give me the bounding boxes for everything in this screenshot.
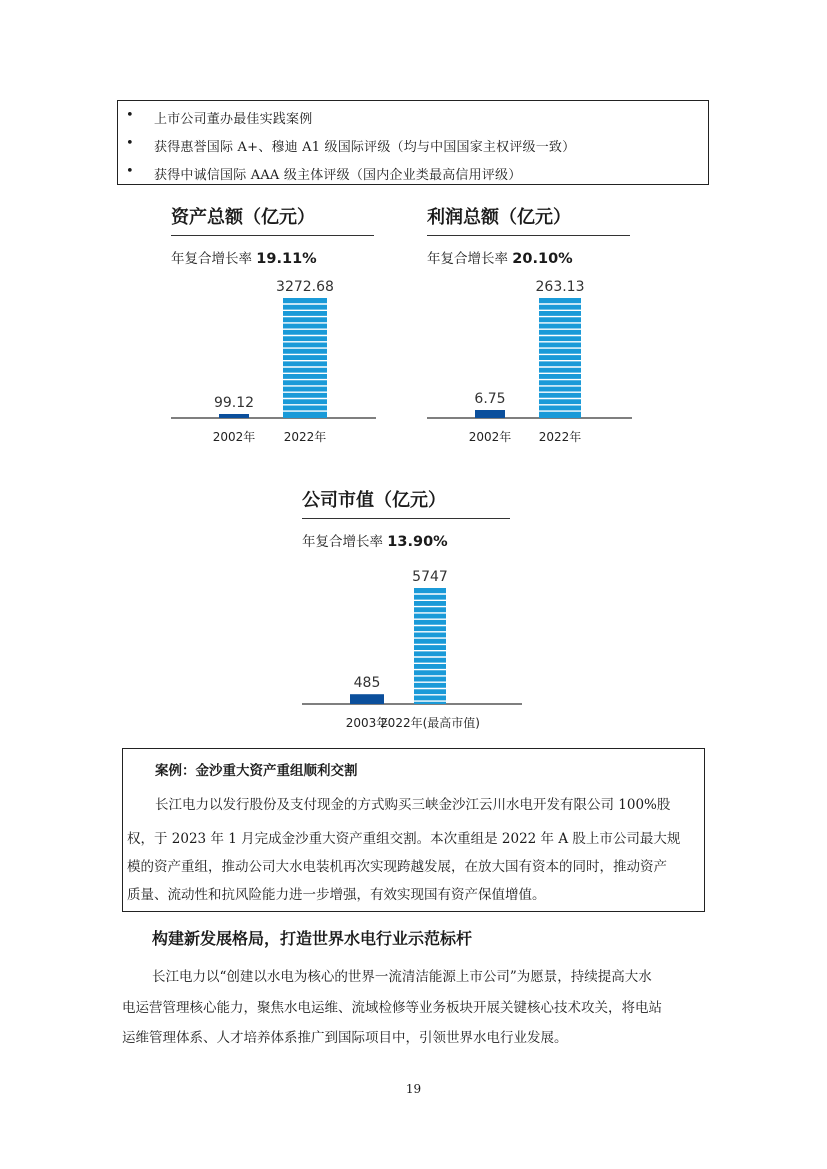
cagr-label: 年复合增长率 <box>302 534 383 550</box>
chart-total-assets <box>171 203 376 453</box>
category-label: 2022年 <box>538 430 582 444</box>
cagr-label: 年复合增长率 <box>427 251 508 267</box>
bar-value-label: 99.12 <box>213 395 255 411</box>
category-label: 2002年 <box>212 430 256 444</box>
category-label: 2022年(最高市值) <box>380 716 480 730</box>
bullet-item <box>118 159 708 187</box>
bar-value-label: 5747 <box>412 569 448 585</box>
bullet-dot: • <box>126 108 134 123</box>
highlights-box <box>117 100 709 185</box>
chart-title: 利润总额（亿元） <box>427 207 571 228</box>
chart-title: 资产总额（亿元） <box>171 207 315 228</box>
case-title: 案例：金沙重大资产重组顺利交割 <box>155 763 358 779</box>
bar-2002年 <box>219 414 249 418</box>
bar-value-label: 3272.68 <box>276 279 334 295</box>
bullet-text: 获得惠誉国际 A+、穆迪 A1 级国际评级（均与中国国家主权评级一致） <box>154 140 576 155</box>
bullet-dot: • <box>126 136 134 151</box>
bar-2022年(最高市值) <box>414 588 446 704</box>
case-paragraph-line: 质量、流动性和抗风险能力进一步增强，有效实现国有资产保值增值。 <box>127 887 546 903</box>
bar-plot <box>427 203 632 453</box>
bar-plot <box>302 486 532 736</box>
cagr-value: 20.10% <box>512 251 573 267</box>
bar-value-label: 263.13 <box>535 279 585 295</box>
cagr-value: 13.90% <box>387 534 448 550</box>
bar-2002年 <box>475 410 505 418</box>
bullet-item <box>118 103 708 131</box>
category-label: 2003年 <box>345 716 389 730</box>
bullet-item <box>118 131 708 159</box>
cagr-value: 19.11% <box>256 251 317 267</box>
body-paragraph-line: 长江电力以“创建以水电为核心的世界一流清洁能源上市公司”为愿景，持续提高大水 <box>152 969 652 985</box>
case-box <box>122 748 705 912</box>
bar-value-label: 6.75 <box>474 391 506 407</box>
bullet-dot: • <box>126 164 134 179</box>
chart-title: 公司市值（亿元） <box>302 490 446 511</box>
case-paragraph-line: 模的资产重组，推动公司大水电装机再次实现跨越发展，在放大国有资本的同时，推动资产 <box>127 859 667 875</box>
bar-value-label: 485 <box>353 675 381 692</box>
section-heading: 构建新发展格局，打造世界水电行业示范标杆 <box>152 929 473 948</box>
bullet-text: 上市公司董办最佳实践案例 <box>154 112 313 127</box>
category-label: 2002年 <box>468 430 512 444</box>
case-paragraph-line: 长江电力以发行股份及支付现金的方式购买三峡金沙江云川水电开发有限公司 100%股 <box>155 797 671 813</box>
bar-plot <box>171 203 376 453</box>
cagr-label: 年复合增长率 <box>171 251 252 267</box>
bar-2003年 <box>350 694 384 704</box>
case-paragraph-line: 权，于 2023 年 1 月完成金沙重大资产重组交割。本次重组是 2022 年 A 股上市公司最大规 <box>127 831 681 847</box>
body-paragraph-line: 运维管理体系、人才培养体系推广到国际项目中，引领世界水电行业发展。 <box>122 1030 568 1046</box>
chart-total-profit <box>427 203 632 453</box>
body-paragraph-line: 电运营管理核心能力，聚焦水电运维、流域检修等业务板块开展关键核心技术攻关，将电站 <box>122 1000 662 1016</box>
bullet-text: 获得中诚信国际 AAA 级主体评级（国内企业类最高信用评级） <box>154 168 522 183</box>
page-number: 19 <box>405 1082 422 1096</box>
category-label: 2022年 <box>283 430 327 444</box>
chart-market-value <box>302 486 532 736</box>
